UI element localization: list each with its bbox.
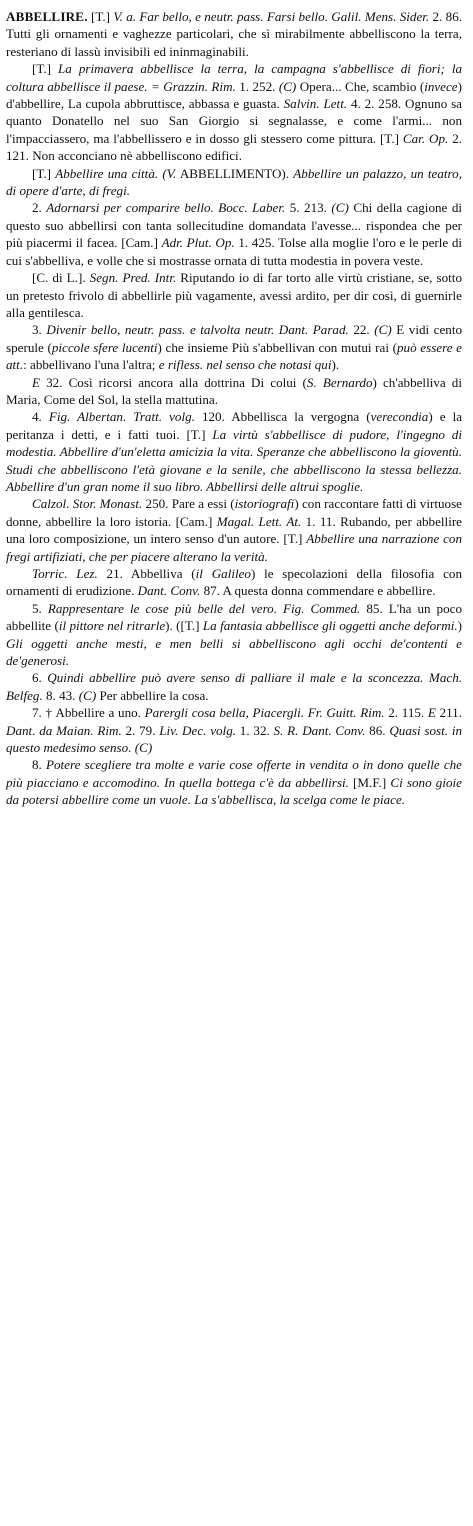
text-run: 4.: [32, 409, 49, 425]
italic-text-run: Rappresentare le cose più belle del vero. Fig. Commed.: [47, 600, 361, 616]
italic-text-run: Torric. Lez.: [32, 566, 98, 581]
text-run: 7. † Abbellire a uno.: [32, 705, 145, 721]
italic-text-run: Quindi abbellire può avere senso di palliare il male e la sconcezza. Mach. Belfeg.: [6, 670, 463, 703]
italic-text-run: piccole sfere lucenti: [51, 339, 158, 355]
paragraph-example-primavera: [6, 60, 462, 164]
italic-text-run: S. R. Dant. Conv.: [273, 722, 366, 738]
italic-text-run: Potere scegliere tra molte e varie cose offerte in vendita o in dono quelle che più piacciano e accomodino. In quella bottega c'è da abbellirsi.: [6, 757, 462, 790]
text-run: 211.: [435, 705, 462, 721]
italic-text-run: S. Bernardo: [306, 374, 373, 390]
text-run: [C. di L.].: [32, 270, 90, 286]
italic-text-run: invece: [424, 78, 458, 94]
text-run: 1. 425. Tolse alla moglie l'oro e le perle di cui s'abbelliva, e volle che si mostrasse ornata di tutta modestia in povera veste.: [6, 235, 463, 268]
italic-text-run: Adr. Plut. Op.: [161, 235, 235, 251]
text-run: 86.: [365, 722, 390, 738]
italic-text-run: Dant. da Maian. Rim.: [6, 722, 122, 738]
italic-text-run: La primavera abbellisce la terra, la campagna s'abbellisce di fiori; la coltura abbellisce il paese. = Grazzin. Rim.: [6, 61, 463, 94]
text-run: Per abbellire la cosa.: [96, 687, 209, 703]
text-run: 85. L'ha un poco abbellite (: [6, 600, 463, 634]
text-run: ) che insieme Più s'abbellivan con mutui rai (: [157, 339, 397, 355]
text-run: ).: [331, 357, 340, 373]
text-run: 5. 213.: [285, 200, 332, 216]
text-run: : abbellivano l'una l'altra;: [23, 357, 159, 373]
text-run: [T.]: [91, 9, 114, 24]
text-run: ) le specolazioni della filosofia con ornamenti di erudizione.: [6, 566, 462, 599]
text-run: Riputando io di far torto alle virtù cristiane, se, sotto un pretesto frivolo di abbellirle più vagamente, avessi ardito, per dir così, di guernirle alla gentilesca.: [6, 270, 462, 320]
text-run: 120. Abbellisca la vergogna (: [194, 409, 371, 425]
text-run: 2. 115.: [384, 705, 428, 721]
paragraph-example-calzol: [6, 495, 462, 565]
italic-text-run: istoriografi: [234, 496, 295, 512]
italic-text-run: Gli oggetti anche mesti, e men belli si abbelliscono agli occhi de'contenti e de'generosi.: [6, 635, 462, 669]
italic-text-run: il pittore nel ritrarle: [58, 618, 166, 634]
italic-text-run: Parergli cosa bella, Piacergli. Fr. Guitt. Rim.: [144, 705, 385, 721]
italic-text-run: Liv. Dec. volg.: [159, 722, 237, 738]
text-run: 87. A questa donna commendare e abbellire.: [200, 583, 436, 599]
text-run: Chi della cagione di questo suo abbellirsi con tanta sollecitudine domandata l'avesse... rispondea che per più piacermi il facea. [Cam.]: [6, 200, 463, 251]
italic-text-run: (C): [374, 322, 392, 338]
text-run: [T.]: [32, 61, 59, 77]
text-run: 21. Abbelliva (: [97, 566, 196, 581]
paragraph-sense-3: [6, 321, 462, 373]
paragraph-definition-intro: [6, 8, 462, 60]
text-run: 22.: [348, 322, 375, 338]
paragraph-sense-7: [6, 704, 462, 756]
italic-text-run: Magal. Lett. At.: [216, 513, 302, 529]
text-run: E vidi cento sperule (: [6, 322, 463, 355]
text-run: 2. 86. Tutti gli ornamenti e vaghezze particolari, che sì mirabilmente abbelliscono la terra, resteriano di lassù invisibili ed ininmaginabili.: [6, 9, 463, 59]
text-run: ) d'abbellire, La cupola abbruttisce, abbassa e guasta.: [6, 78, 462, 112]
text-run: 8.: [32, 757, 46, 773]
italic-text-run: V. a. Far bello, e neutr. pass. Farsi bello. Galil. Mens. Sider.: [113, 9, 430, 24]
text-run: ) con raccontare fatti di virtuose donne, abbellire la loro istoria. [Cam.]: [6, 496, 462, 529]
text-run: ABBELLIMENTO).: [176, 165, 294, 181]
italic-text-run: E: [427, 705, 436, 721]
italic-text-run: (C): [78, 687, 97, 703]
italic-text-run: E: [32, 374, 40, 390]
text-run: ) ch'abbelliva di Maria, Come del Sol, la stella mattutina.: [6, 374, 462, 407]
italic-text-run: Divenir bello, neutr. pass. e talvolta neutr. Dant. Parad.: [46, 322, 349, 338]
text-run: ). ([T.]: [165, 618, 203, 634]
text-run: 1. 32.: [236, 722, 274, 738]
text-run: 2.: [32, 200, 47, 216]
italic-text-run: Abbellire una narrazione con fregi artifiziati, che per piacere alterano la verità.: [6, 531, 463, 564]
paragraph-example-dante-e32: [6, 374, 462, 409]
text-run: ): [457, 618, 462, 634]
italic-text-run: può essere e att.: [6, 339, 462, 373]
text-run: 32. Così ricorsi ancora alla dottrina Di colui (: [40, 374, 307, 390]
text-run: 4. 2. 258. Ognuno sa quanto Donatello nel suo San Giorgio si segnalasse, e come l'armi... non l'impacciassero, ma l'abbellissero e in dosso gli stessero come pittura. [T.]: [6, 96, 462, 146]
italic-text-run: Quasi sost. in questo medesimo senso. (C): [6, 722, 463, 756]
italic-text-run: Car. Op.: [402, 130, 449, 146]
italic-text-run: il Galileo: [195, 566, 251, 581]
italic-text-run: (C): [278, 78, 297, 94]
italic-text-run: Adornarsi per comparire bello. Bocc. Laber.: [46, 200, 286, 216]
text-run: 6.: [32, 670, 48, 686]
paragraph-sense-5: [6, 600, 462, 670]
italic-text-run: Salvin. Lett.: [283, 96, 348, 112]
text-run: 1. 11. Rubando, per abbellire una loro composizione, un intero senso d'un autore. [T.]: [6, 513, 462, 547]
text-run: ) e la peritanza i detti, e i fatti tuoi. [T.]: [6, 409, 463, 442]
italic-text-run: Fig. Albertan. Tratt. volg.: [48, 409, 195, 425]
text-run: 250. Pare a essi (: [142, 496, 235, 512]
text-run: [M.F.]: [348, 774, 391, 790]
text-run: [T.]: [32, 165, 56, 181]
headword: ABBELLIRE.: [6, 9, 88, 24]
italic-text-run: verecondia: [370, 409, 429, 425]
italic-text-run: Segn. Pred. Intr.: [89, 270, 177, 286]
italic-text-run: Ci sono gioie da potersi abbellire come un vuole. La s'abbellisca, la scelga come le piace.: [6, 774, 462, 808]
paragraph-example-segneri: [6, 269, 462, 321]
paragraph-example-torric: [6, 565, 462, 600]
paragraph-sense-6: [6, 669, 462, 704]
paragraph-sense-8: [6, 756, 462, 808]
dictionary-entry: [6, 8, 462, 809]
text-run: 3.: [32, 322, 47, 338]
paragraph-sense-2: [6, 199, 462, 269]
italic-text-run: Abbellire un palazzo, un teatro, di opere d'arte, di fregi.: [6, 165, 462, 199]
italic-text-run: Abbellire una città. (V.: [55, 165, 177, 181]
text-run: 5.: [32, 600, 48, 616]
italic-text-run: Calzol. Stor. Monast.: [32, 496, 143, 512]
italic-text-run: e rifless. nel senso che notasi qui: [158, 357, 332, 373]
text-run: 2. 121. Non acconciano nè abbelliscono edifici.: [6, 130, 463, 164]
text-run: 2. 79.: [121, 722, 160, 738]
italic-text-run: Dant. Conv.: [137, 583, 201, 599]
text-run: 8. 43.: [42, 687, 79, 703]
text-run: 1. 252.: [235, 78, 279, 94]
italic-text-run: (C): [331, 200, 349, 216]
italic-text-run: La fantasia abbellisce gli oggetti anche deformi.: [202, 618, 458, 634]
paragraph-sense-4: [6, 408, 462, 495]
text-run: Opera... Che, scambio (: [296, 78, 425, 94]
paragraph-example-citta: [6, 165, 462, 200]
italic-text-run: La virtù s'abbellisce di pudore, l'ingegno di modestia. Abbellire d'un'eletta amicizia la vita. Speranze che abbelliscono la gioventù. Studi che abbelliscono l'età giovane e la senile, che abbelliscono la stessa bellezza. Abbellire d'un gran nome il suo libro. Abbellirsi delle altrui spoglie.: [6, 426, 462, 494]
